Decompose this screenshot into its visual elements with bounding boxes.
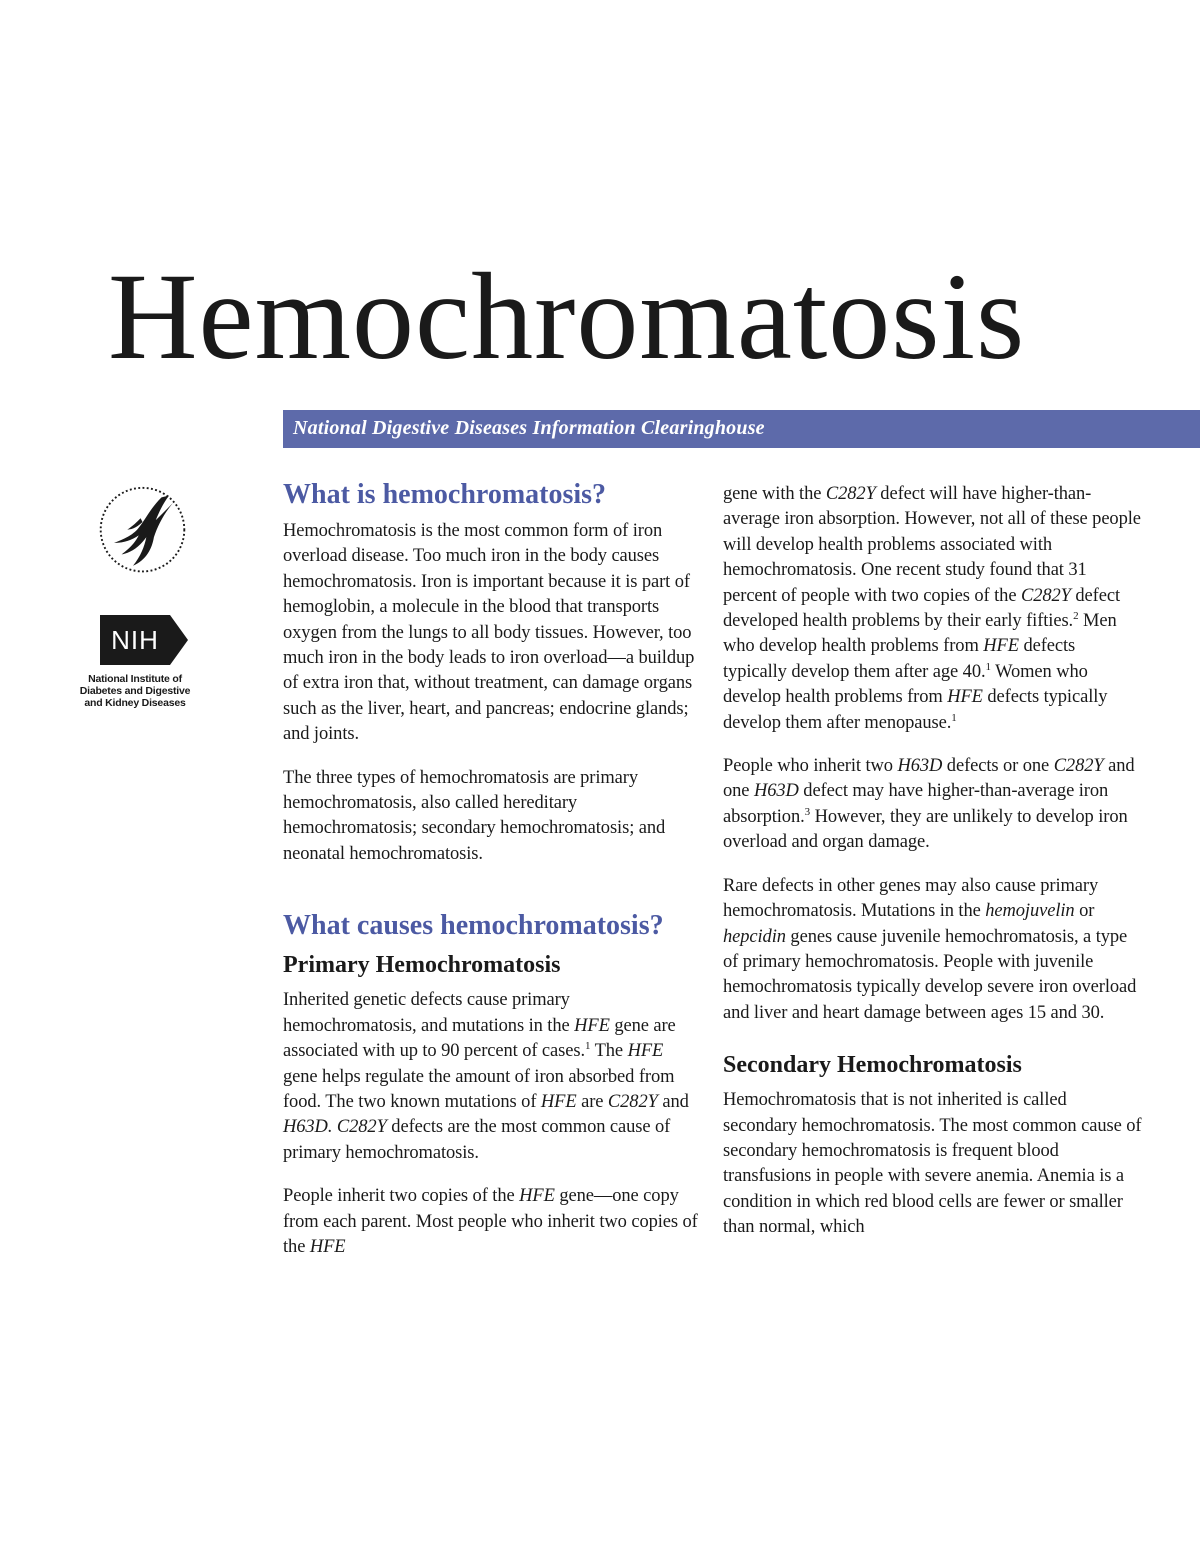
heading-what-causes: What causes hemochromatosis?	[283, 910, 664, 942]
hhs-seal-icon	[95, 480, 190, 585]
paragraph-c282y-absorption: gene with the C282Y defect will have higher-than-average iron absorption. However, not all of these people will develop health problems associated with hemochromatosis. One recent study found that 31 percent of people with two copies of the C282Y defect developed health problems by their early fifties.$^2$ Men who develop health problems from HFE defects typically develop them after age 40.$^1$ Women who develop health problems from HFE defects typically develop them after menopause.$^1$	[723, 484, 1141, 733]
nih-mark: NIH	[100, 615, 170, 665]
paragraph-primary-causes: Inherited genetic defects cause primary hemochromatosis, and mutations in the HFE gene are associated with up to 90 percent of cases.$^1$ The HFE gene helps regulate the amount of iron absorbed from food. The two known mutations of HFE are C282Y and H63D. C282Y defects are the most common cause of primary hemochromatosis.	[283, 990, 689, 1163]
paragraph-h63d: People who inherit two H63D defects or one C282Y and one H63D defect may have higher-than-average iron absorption.$^3$ However, they are unlikely to develop iron overload and organ damage.	[723, 756, 1135, 853]
clearinghouse-banner	[283, 410, 1200, 448]
paragraph-types: The three types of hemochromatosis are primary hemochromatosis, also called hereditary hemochromatosis; secondary hemochromatosis; and neonatal hemochromatosis.	[283, 767, 666, 864]
heading-secondary: Secondary Hemochromatosis	[723, 1052, 1022, 1079]
paragraph-inheritance: People inherit two copies of the HFE gene—one copy from each parent. Most people who inherit two copies of the HFE	[283, 1186, 698, 1257]
heading-primary: Primary Hemochromatosis	[283, 952, 561, 979]
paragraph-definition: Hemochromatosis is the most common form of iron overload disease. Too much iron in the body causes hemochromatosis. Iron is important because it is part of hemoglobin, a molecule in the blood that transports oxygen from the lungs to all body tissues. However, too much iron in the body leads to iron overload—a buildup of extra iron that, without treatment, can damage organs such as the liver, heart, and pancreas; endocrine glands; and joints.	[283, 521, 695, 745]
heading-what-is: What is hemochromatosis?	[283, 479, 607, 510]
banner-text: National Digestive Diseases Information Clearinghouse	[293, 417, 765, 439]
nih-institute-name: National Institute of Diabetes and Digestive and Kidney Diseases	[79, 673, 191, 709]
paragraph-rare-defects: Rare defects in other genes may also cause primary hemochromatosis. Mutations in the hemojuvelin or hepcidin genes cause juvenile hemochromatosis, a type of primary hemochromatosis. People with juvenile hemochromatosis typically develop severe iron overload and liver and heart damage between ages 15 and 30.	[723, 875, 1137, 1023]
right-column	[723, 482, 1143, 1241]
left-column	[283, 478, 698, 1260]
paragraph-secondary: Hemochromatosis that is not inherited is called secondary hemochromatosis. The most common cause of secondary hemochromatosis is frequent blood transfusions in people with severe anemia. Anemia is a condition in which red blood cells are fewer or smaller than normal, which	[723, 1090, 1142, 1238]
nih-logo	[75, 615, 215, 715]
document-title: Hemochromatosis	[108, 248, 1026, 385]
nih-arrow-icon	[170, 615, 188, 665]
